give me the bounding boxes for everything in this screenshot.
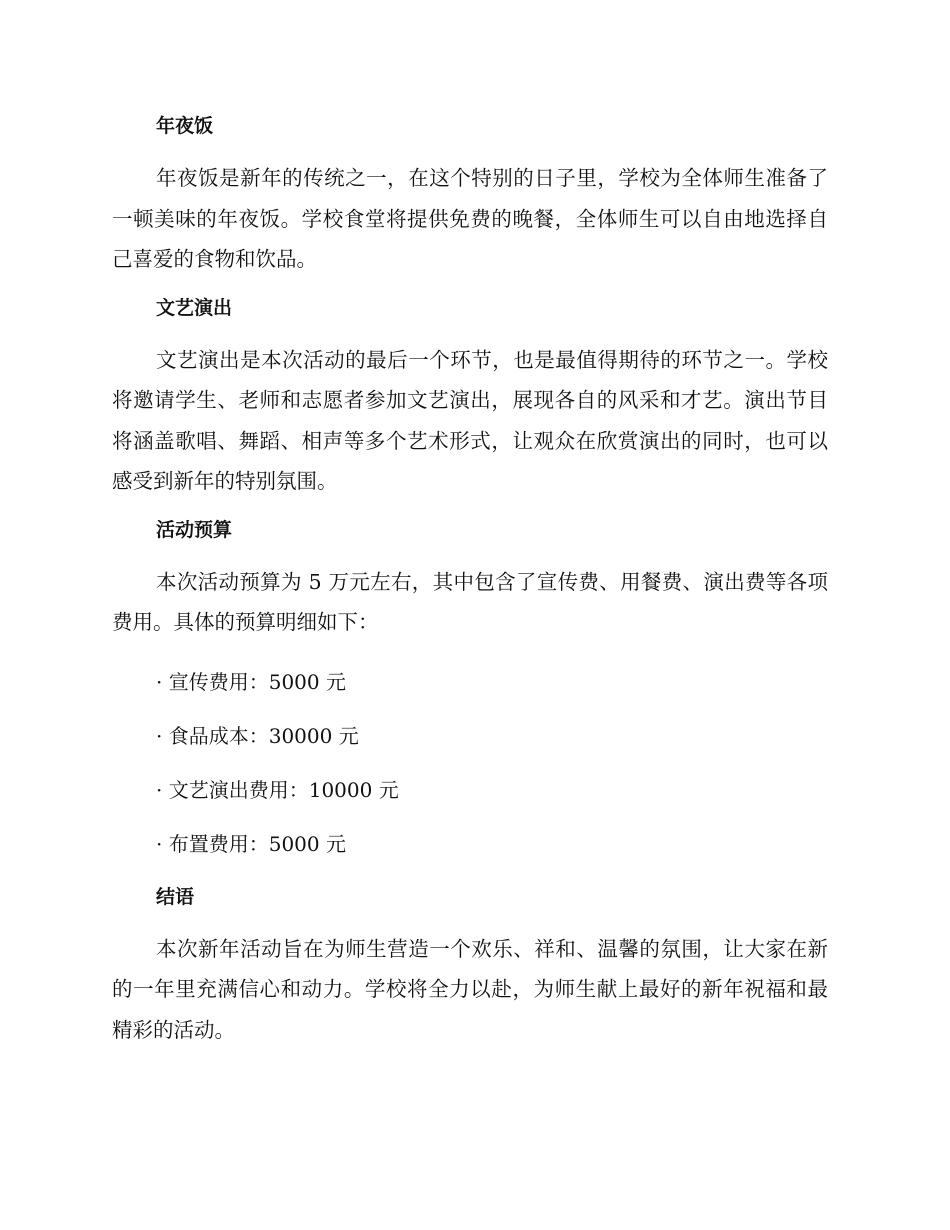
section-heading-performance: 文艺演出 — [156, 296, 233, 319]
section-paragraph-budget: 本次活动预算为 5 万元左右，其中包含了宣传费、用餐费、演出费等各项费用。具体的预算明细如下： — [112, 569, 828, 634]
section-paragraph-conclusion: 本次新年活动旨在为师生营造一个欢乐、祥和、温馨的氛围，让大家在新的一年里充满信心和动力。学校将全力以赴，为师生献上最好的新年祝福和最精彩的活动。 — [112, 936, 828, 1042]
section-heading-budget: 活动预算 — [156, 518, 233, 541]
section-paragraph-performance: 文艺演出是本次活动的最后一个环节，也是最值得期待的环节之一。学校将邀请学生、老师和志愿者参加文艺演出，展现各自的风采和才艺。演出节目将涵盖歌唱、舞蹈、相声等多个艺术形式，让观众在欣赏演出的同时，也可以感受到新年的特别氛围。 — [112, 347, 828, 493]
section-heading-conclusion: 结语 — [156, 885, 195, 908]
budget-item-decoration: · 布置费用：5000 元 — [156, 831, 346, 856]
budget-item-food: · 食品成本：30000 元 — [156, 723, 359, 748]
section-heading-new-year-dinner: 年夜饭 — [156, 115, 214, 137]
budget-item-performance: · 文艺演出费用：10000 元 — [156, 777, 399, 802]
section-paragraph-new-year-dinner: 年夜饭是新年的传统之一，在这个特别的日子里，学校为全体师生准备了一顿美味的年夜饭。学校食堂将提供免费的晚餐，全体师生可以自由地选择自己喜爱的食物和饮品。 — [112, 166, 828, 271]
document-body — [112, 112, 828, 1050]
budget-item-publicity: · 宣传费用：5000 元 — [156, 669, 346, 694]
